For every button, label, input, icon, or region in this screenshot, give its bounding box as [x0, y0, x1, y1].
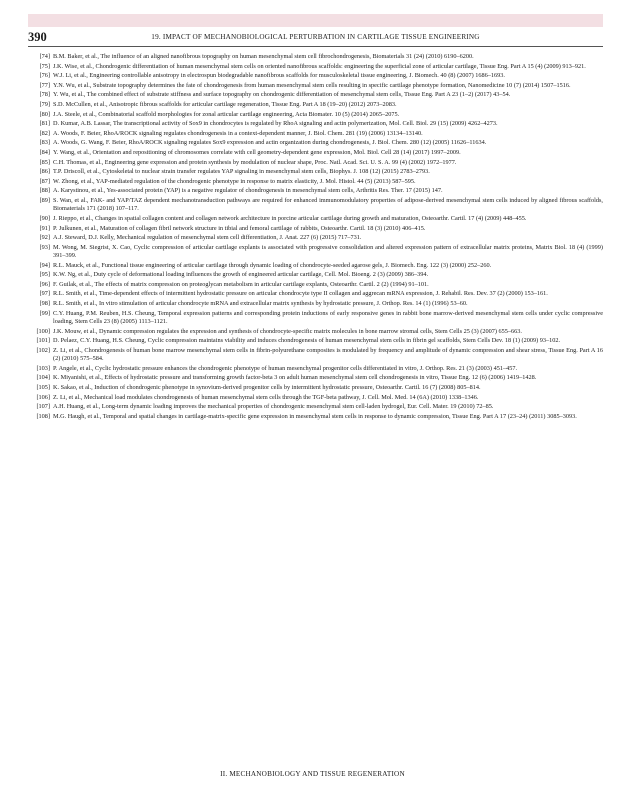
reference-text: A.H. Huang, et al., Long-term dynamic loading improves the mechanical properties of chondrogenic mesenchymal stem cell-laden hydrogel, Eur. Cell. Mater. 19 (2010) 72–85. — [53, 403, 494, 411]
reference-number: [86] — [39, 168, 50, 176]
reference-entry — [28, 101, 603, 109]
reference-number: [85] — [39, 158, 50, 166]
reference-text: W.J. Li, et al., Engineering controllable anisotropy in electrospun biodegradable nanofibrous scaffolds for musculoskeletal tissue engineering, J. Biomech. 40 (8) (2007) 1686–1693. — [53, 72, 505, 80]
reference-number: [98] — [39, 300, 50, 308]
reference-entry — [28, 130, 603, 138]
reference-number: [96] — [39, 280, 50, 288]
reference-text: S.D. McCullen, et al., Anisotropic fibrous scaffolds for articular cartilage regeneration, Tissue Eng. Part A 18 (19–20) (2012) 2073–2083. — [53, 100, 397, 108]
reference-text: S. Wan, et al., FAK- and YAP/TAZ dependent mechanotransduction pathways are required for enhanced immunomodulatory properties of adipose-derived mesenchymal stem cells induced by aligned fibrous scaffolds, Biomaterials 171 (2018) 107–117. — [53, 196, 603, 213]
reference-entry — [28, 149, 603, 157]
reference-text: A. Woods, F. Beier, RhoA/ROCK signaling regulates chondrogenesis in a context-dependent manner, J. Biol. Chem. 281 (19) (2006) 13134–13140. — [53, 129, 423, 137]
reference-entry — [28, 347, 603, 364]
reference-entry — [28, 262, 603, 270]
reference-number: [88] — [39, 187, 50, 195]
reference-text: Z. Li, et al., Chondrogenesis of human bone marrow mesenchymal stem cells in fibrin-polyurethane composites is modulated by frequency and amplitude of dynamic compression and shear stress, Tissue Eng. Part A 16 (2) (2010) 575–584. — [53, 346, 603, 363]
reference-text: B.M. Baker, et al., The influence of an aligned nanofibrous topography on human mesenchymal stem cell fibrochondrogenesis, Biomaterials 31 (24) (2010) 6190–6200. — [53, 53, 474, 60]
reference-entry — [28, 120, 603, 128]
reference-number: [81] — [39, 120, 50, 128]
reference-number: [78] — [39, 91, 50, 99]
reference-entry — [28, 394, 603, 402]
reference-number: [74] — [39, 53, 50, 60]
reference-text: Z. Li, et al., Mechanical load modulates chondrogenesis of human mesenchymal stem cells through the TGF-beta pathway, J. Cell. Mol. Med. 14 (6A) (2010) 1338–1346. — [53, 393, 479, 401]
reference-text: Y. Wu, et al., The combined effect of substrate stiffness and surface topography on chondrogenic differentiation of mesenchymal stem cells, Tissue Eng. Part A 23 (1–2) (2017) 43–54. — [53, 91, 511, 99]
reference-text: R.L. Mauck, et al., Functional tissue engineering of articular cartilage through dynamic loading of chondrocyte-seeded agarose gels, J. Biomech. Eng. 122 (3) (2000) 252–260. — [53, 261, 492, 269]
page-footer: II. MECHANOBIOLOGY AND TISSUE REGENERATION — [220, 770, 405, 778]
page-header — [28, 30, 603, 47]
header-color-band — [28, 14, 603, 27]
reference-entry — [28, 159, 603, 167]
reference-number: [87] — [39, 177, 50, 185]
reference-entry — [28, 300, 603, 308]
reference-entry — [28, 310, 603, 327]
reference-number: [97] — [39, 290, 50, 298]
reference-entry — [28, 197, 603, 214]
reference-entry — [28, 365, 603, 373]
reference-entry — [28, 403, 603, 411]
reference-number: [99] — [39, 309, 50, 317]
reference-number: [102] — [36, 346, 50, 354]
reference-text: K. Miyanishi, et al., Effects of hydrostatic pressure and transforming growth factor-beta 3 on adult human mesenchymal stem cell chondrogenesis in vitro, Tissue Eng. 12 (6) (2006) 1419–1428. — [53, 374, 537, 382]
reference-entry — [28, 168, 603, 176]
reference-text: J. Rieppo, et al., Changes in spatial collagen content and collagen network architecture in porcine articular cartilage during growth and maturation, Osteoarthr. Cartil. 17 (4) (2009) 448–455. — [53, 214, 527, 222]
reference-text: D. Kumar, A.B. Lassar, The transcriptional activity of Sox9 in chondrocytes is regulated by RhoA signaling and actin polymerization, Mol. Cell. Biol. 29 (15) (2009) 4262–4273. — [53, 120, 498, 128]
reference-text: Y.N. Wu, et al., Substrate topography determines the fate of chondrogenesis from human mesenchymal stem cells resulting in specific cartilage phenotype formation, Nanomedicine 10 (7) (2014) 1507–1516. — [53, 81, 571, 89]
reference-number: [83] — [39, 139, 50, 147]
reference-number: [79] — [39, 100, 50, 108]
reference-number: [90] — [39, 214, 50, 222]
reference-entry — [28, 187, 603, 195]
reference-number: [82] — [39, 129, 50, 137]
reference-text: J.K. Wise, et al., Chondrogenic differentiation of human mesenchymal stem cells on oriented nanofibrous scaffolds: engineering the superficial zone of articular cartilage, Tissue Eng. Part A 15 (4) (2009) 913–921. — [53, 62, 586, 70]
reference-number: [89] — [39, 196, 50, 204]
reference-number: [107] — [36, 403, 50, 411]
reference-number: [94] — [39, 261, 50, 269]
reference-text: R.L. Smith, et al., In vitro stimulation of articular chondrocyte mRNA and extracellular matrix synthesis by hydrostatic pressure, J. Orthop. Res. 14 (1) (1996) 53–60. — [53, 300, 468, 308]
reference-entry — [28, 72, 603, 80]
reference-entry — [28, 244, 603, 261]
reference-text: M.G. Haugh, et al., Temporal and spatial changes in cartilage-matrix-specific gene expression in mesenchymal stem cells in response to dynamic compression, Tissue Eng. Part A 17 (23–24) (2011) 3085–3093. — [53, 412, 577, 420]
reference-entry — [28, 139, 603, 147]
reference-entry — [28, 374, 603, 382]
reference-text: C.H. Thomas, et al., Engineering gene expression and protein synthesis by modulation of nuclear shape, Proc. Natl. Acad. Sci. U. S. A. 99 (4) (2002) 1972–1977. — [53, 158, 457, 166]
reference-number: [105] — [36, 384, 50, 392]
reference-entry — [28, 91, 603, 99]
reference-text: D. Pelaez, C.Y. Huang, H.S. Cheung, Cyclic compression maintains viability and induces chondrogenesis of human mesenchymal stem cells in fibrin gel scaffolds, Stem Cells Dev. 18 (1) (2009) 93–102. — [53, 337, 561, 345]
reference-entry — [28, 53, 603, 61]
reference-list — [28, 53, 603, 422]
reference-number: [80] — [39, 110, 50, 118]
reference-text: M. Wong, M. Siegrist, X. Cao, Cyclic compression of articular cartilage explants is associated with progressive consolidation and altered expression pattern of extracellular matrix proteins, Matrix Biol. 18 (4) (1999) 391–399. — [53, 243, 603, 260]
reference-number: [93] — [39, 243, 50, 251]
reference-text: Y. Wang, et al., Orientation and repositioning of chromosomes correlate with cell geometry-dependent gene expression, Mol. Biol. Cell 28 (14) (2017) 1997–2009. — [53, 148, 461, 156]
reference-number: [77] — [39, 81, 50, 89]
reference-text: R.L. Smith, et al., Time-dependent effects of intermittent hydrostatic pressure on articular chondrocyte type II collagen and aggrecan mRNA expression, J. Rehabil. Res. Dev. 37 (2) (2000) 153–161. — [53, 290, 548, 298]
reference-entry — [28, 337, 603, 345]
reference-number: [95] — [39, 271, 50, 279]
reference-text: A. Woods, G. Wang, F. Beier, RhoA/ROCK signaling regulates Sox9 expression and actin organization during chondrogenesis, J. Biol. Chem. 280 (12) (2005) 11626–11634. — [53, 139, 487, 147]
reference-entry — [28, 290, 603, 298]
reference-entry — [28, 271, 603, 279]
running-title: 19. IMPACT OF MECHANOBIOLOGICAL PERTURBATION IN CARTILAGE TISSUE ENGINEERING — [151, 33, 480, 41]
reference-text: A.J. Steward, D.J. Kelly, Mechanical regulation of mesenchymal stem cell differentiation, J. Anat. 227 (6) (2015) 717–731. — [53, 234, 362, 242]
reference-text: J.A. Steele, et al., Combinatorial scaffold morphologies for zonal articular cartilage engineering, Acta Biomater. 10 (5) (2014) 2065–2075. — [53, 110, 400, 118]
reference-text: J.K. Mouw, et al., Dynamic compression regulates the expression and synthesis of chondrocyte-specific matrix molecules in bone marrow stromal cells, Stem Cells 25 (3) (2007) 655–663. — [53, 327, 522, 335]
reference-entry — [28, 413, 603, 421]
reference-entry — [28, 215, 603, 223]
reference-text: C.Y. Huang, P.M. Reuben, H.S. Cheung, Temporal expression patterns and corresponding protein inductions of early responsive genes in rabbit bone marrow-derived mesenchymal stem cells under cyclic compressive loading, Stem Cells 23 (8) (2005) 1113–1121. — [53, 309, 603, 326]
reference-number: [75] — [39, 62, 50, 70]
page-number: 390 — [28, 30, 47, 44]
reference-number: [108] — [36, 412, 50, 420]
reference-number: [84] — [39, 148, 50, 156]
reference-entry — [28, 82, 603, 90]
reference-entry — [28, 111, 603, 119]
reference-entry — [28, 225, 603, 233]
reference-number: [103] — [36, 364, 50, 372]
reference-number: [101] — [36, 337, 50, 345]
reference-entry — [28, 63, 603, 71]
reference-entry — [28, 178, 603, 186]
reference-entry — [28, 384, 603, 392]
reference-number: [104] — [36, 374, 50, 382]
reference-text: P. Angele, et al., Cyclic hydrostatic pressure enhances the chondrogenic phenotype of human mesenchymal progenitor cells differentiated in vitro, J. Orthop. Res. 21 (3) (2003) 451–457. — [53, 364, 518, 372]
reference-number: [76] — [39, 72, 50, 80]
reference-text: A. Karystinou, et al., Yes-associated protein (YAP) is a negative regulator of chondrogenesis in mesenchymal stem cells, Arthritis Res. Ther. 17 (2015) 147. — [53, 187, 443, 195]
reference-number: [91] — [39, 224, 50, 232]
reference-text: K. Sakao, et al., Induction of chondrogenic phenotype in synovium-derived progenitor cells by intermittent hydrostatic pressure, Osteoarthr. Cartil. 16 (7) (2008) 805–814. — [53, 384, 481, 392]
reference-number: [106] — [36, 393, 50, 401]
reference-text: P. Julkunen, et al., Maturation of collagen fibril network structure in tibial and femoral cartilage of rabbits, Osteoarthr. Cartil. 18 (3) (2010) 406–415. — [53, 224, 426, 232]
reference-text: T.P. Driscoll, et al., Cytoskeletal to nuclear strain transfer regulates YAP signaling in mesenchymal stem cells, Biophys. J. 108 (12) (2015) 2783–2793. — [53, 168, 430, 176]
reference-number: [92] — [39, 234, 50, 242]
reference-entry — [28, 234, 603, 242]
reference-text: F. Guilak, et al., The effects of matrix compression on proteoglycan metabolism in articular cartilage explants, Osteoarthr. Cartil. 2 (2) (1994) 91–101. — [53, 280, 429, 288]
reference-entry — [28, 281, 603, 289]
reference-text: K.W. Ng, et al., Duty cycle of deformational loading influences the growth of engineered articular cartilage, Cell. Mol. Bioeng. 2 (3) (2009) 386–394. — [53, 271, 429, 279]
reference-number: [100] — [36, 327, 50, 335]
reference-entry — [28, 328, 603, 336]
reference-text: W. Zhong, et al., YAP-mediated regulation of the chondrogenic phenotype in response to matrix elasticity, J. Mol. Histol. 44 (5) (2013) 587–595. — [53, 177, 416, 185]
